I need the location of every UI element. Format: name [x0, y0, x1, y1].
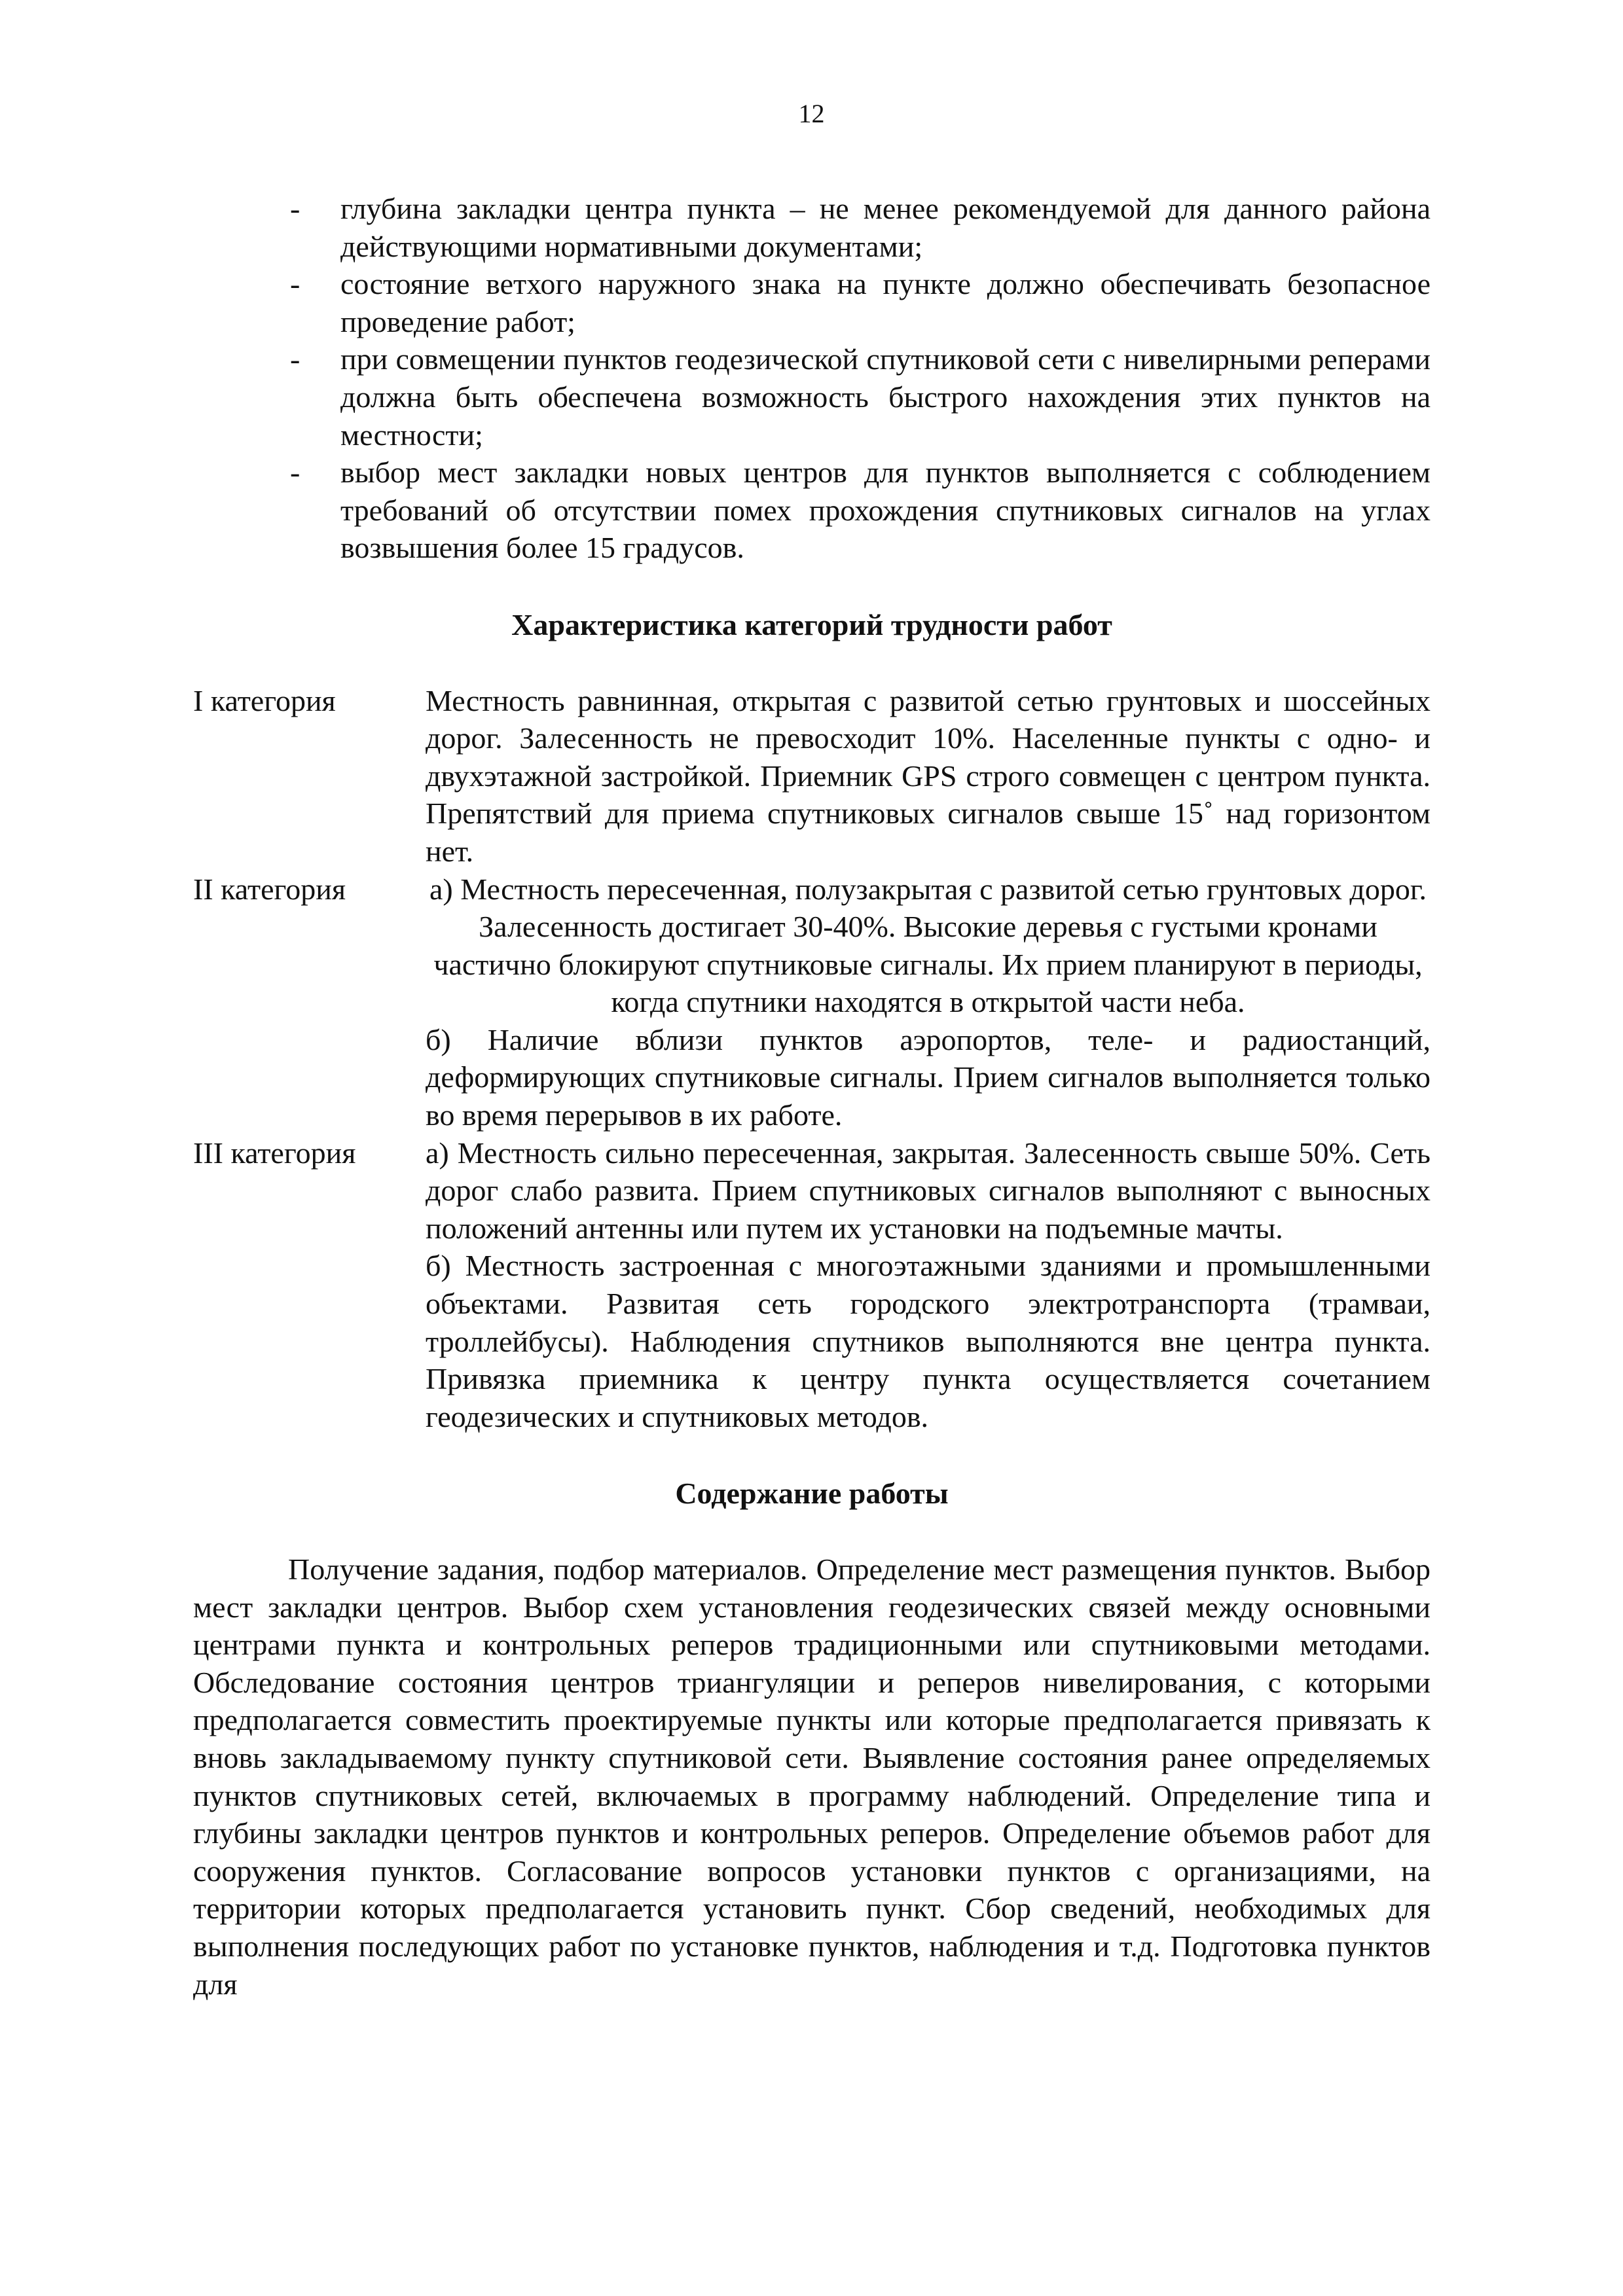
bullet-dash: -: [290, 342, 301, 376]
category-label: II категория: [193, 872, 346, 906]
section-title-content: Содержание работы: [675, 1477, 949, 1511]
category-paragraph: а) Местность пересеченная, полузакрытая с развитой сетью грунтовых дорог. Залесенность достигает 30-40%. Высокие деревья с густыми кронами частично блокируют спутниковые сигналы. Их прием планируют в периоды, когда спутники находятся в открытой части неба.: [429, 872, 1427, 1019]
category-label: III категория: [193, 1136, 356, 1170]
categories-table: [193, 682, 1431, 1436]
category-description: [426, 1134, 1431, 1436]
list-item: [193, 340, 1431, 454]
table-row: [193, 1134, 1431, 1436]
requirements-list: [193, 190, 1431, 567]
category-paragraph: Местность равнинная, открытая с развитой сетью грунтовых и шоссейных дорог. Залесенность не превосходит 10%. Населенные пункты с одно- и двухэтажной застройкой. Приемник GPS строго совмещен с центром пункта. Препятствий для приема спутниковых сигналов свыше 15˚ над горизонтом нет.: [426, 683, 1431, 868]
list-item-text: состояние ветхого наружного знака на пункте должно обеспечивать безопасное проведение работ;: [340, 267, 1431, 338]
list-item-text: выбор мест закладки новых центров для пунктов выполняется с соблюдением требований об отсутствии помех прохождения спутниковых сигналов на углах возвышения более 15 градусов.: [340, 456, 1431, 565]
category-label: I категория: [193, 683, 336, 717]
category-description: [426, 682, 1431, 870]
section-title-categories: Характеристика категорий трудности работ: [511, 607, 1112, 641]
list-item: [193, 454, 1431, 567]
category-paragraph: а) Местность сильно пересеченная, закрытая. Залесенность свыше 50%. Сеть дорог слабо развита. Прием спутниковых сигналов выполняют с выносных положений антенны или путем их установки на подъемные мачты.: [426, 1136, 1431, 1245]
category-paragraph: б) Местность застроенная с многоэтажными зданиями и промышленными объектами. Развитая сеть городского электротранспорта (трамваи, троллейбусы). Наблюдения спутников выполняются вне центра пункта. Привязка приемника к центру пункта осуществляется сочетанием геодезических и спутниковых методов.: [426, 1249, 1431, 1433]
category-paragraph: б) Наличие вблизи пунктов аэропортов, теле- и радиостанций, деформирующих спутниковые сигналы. Прием сигналов выполняется только во время перерывов в их работе.: [426, 1022, 1431, 1132]
category-description: [426, 870, 1431, 1134]
bullet-dash: -: [290, 192, 301, 225]
bullet-dash: -: [290, 456, 301, 490]
list-item-text: глубина закладки центра пункта – не менее рекомендуемой для данного района действующими нормативными документами;: [340, 192, 1431, 263]
table-row: [193, 682, 1431, 870]
table-row: [193, 870, 1431, 1134]
page-content: [193, 190, 1431, 2003]
list-item: [193, 265, 1431, 340]
list-item-text: при совмещении пунктов геодезической спутниковой сети с нивелирными реперами должна быть обеспечена возможность быстрого нахождения этих пунктов на местности;: [340, 342, 1431, 452]
bullet-dash: -: [290, 267, 301, 301]
list-item: [193, 190, 1431, 265]
body-paragraph: Получение задания, подбор материалов. Определение мест размещения пунктов. Выбор мест закладки центров. Выбор схем установления геодезических связей между основными центрами пункта и контрольных реперов традиционными или спутниковыми методами. Обследование состояния центров триангуляции и реперов нивелирования, с которыми предполагается совместить проектируемые пункты или которые предполагается привязать к вновь закладываемому пункту спутниковой сети. Выявление состояния ранее определяемых пунктов спутниковых сетей, включаемых в программу наблюдений. Определение типа и глубины закладки центров пунктов и контрольных реперов. Определение объемов работ для сооружения пунктов. Согласование вопросов установки пунктов с организациями, на территории которых предполагается установить пункт. Сбор сведений, необходимых для выполнения последующих работ по установке пунктов, наблюдения и т.д. Подготовка пунктов для: [193, 1552, 1431, 2001]
page-number: 12: [798, 99, 825, 128]
